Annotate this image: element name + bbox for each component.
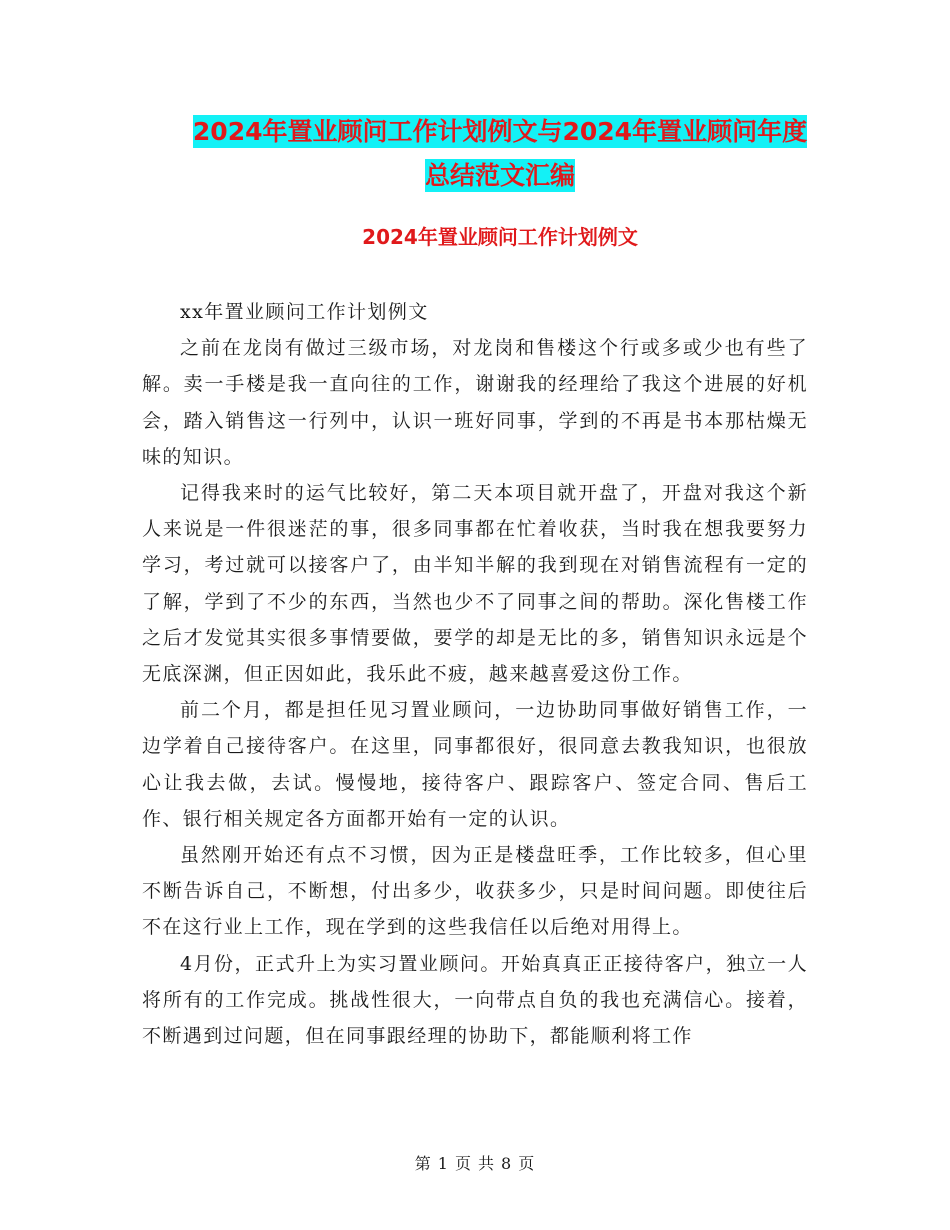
footer-total-pages: 8 [501, 1154, 513, 1173]
paragraph: 虽然刚开始还有点不习惯，因为正是楼盘旺季，工作比较多，但心里不断告诉自己，不断想，付出多少，收获多少，只是时间问题。即使往后不在这行业上工作，现在学到的这些我信任以后绝对用得上。 [142, 844, 808, 939]
document-title [140, 110, 860, 198]
paragraph: 之前在龙岗有做过三级市场，对龙岗和售楼这个行或多或少也有些了解。卖一手楼是我一直向往的工作，谢谢我的经理给了我这个进展的好机会，踏入销售这一行列中，认识一班好同事，学到的不再是书本那枯燥无味的知识。 [142, 337, 808, 468]
paragraph: xx年置业顾问工作计划例文 [180, 301, 429, 323]
footer-prefix: 第 [414, 1154, 432, 1173]
paragraph: 4月份，正式升上为实习置业顾问。开始真真正正接待客户，独立一人将所有的工作完成。挑战性很大，一向带点自负的我也充满信心。接着，不断遇到过问题，但在同事跟经理的协助下，都能顺利将工作 [142, 952, 808, 1048]
title-line-2: 总结范文汇编 [424, 161, 575, 190]
footer-middle: 页 共 [454, 1154, 496, 1173]
body-text [142, 294, 808, 1054]
page-footer [0, 1152, 950, 1176]
paragraph: 前二个月，都是担任见习置业顾问，一边协助同事做好销售工作，一边学着自己接待客户。在这里，同事都很好，很同意去教我知识，也很放心让我去做，去试。慢慢地，接待客户、跟踪客户、签定合同、售后工作、银行相关规定各方面都开始有一定的认识。 [142, 699, 808, 830]
section-title: 2024年置业顾问工作计划例文 [362, 225, 638, 249]
footer-suffix: 页 [518, 1154, 536, 1173]
paragraph: 记得我来时的运气比较好，第二天本项目就开盘了，开盘对我这个新人来说是一件很迷茫的事，很多同事都在忙着收获，当时我在想我要努力学习，考过就可以接客户了，由半知半解的我到现在对销售流程有一定的了解，学到了不少的东西，当然也少不了同事之间的帮助。深化售楼工作之后才发觉其实很多事情要做，要学的却是无比的多，销售知识永远是个无底深渊，但正因如此，我乐此不疲，越来越喜爱这份工作。 [142, 482, 808, 686]
title-line-1: 2024年置业顾问工作计划例文与2024年置业顾问年度 [192, 117, 808, 146]
footer-page-number: 1 [437, 1154, 449, 1173]
